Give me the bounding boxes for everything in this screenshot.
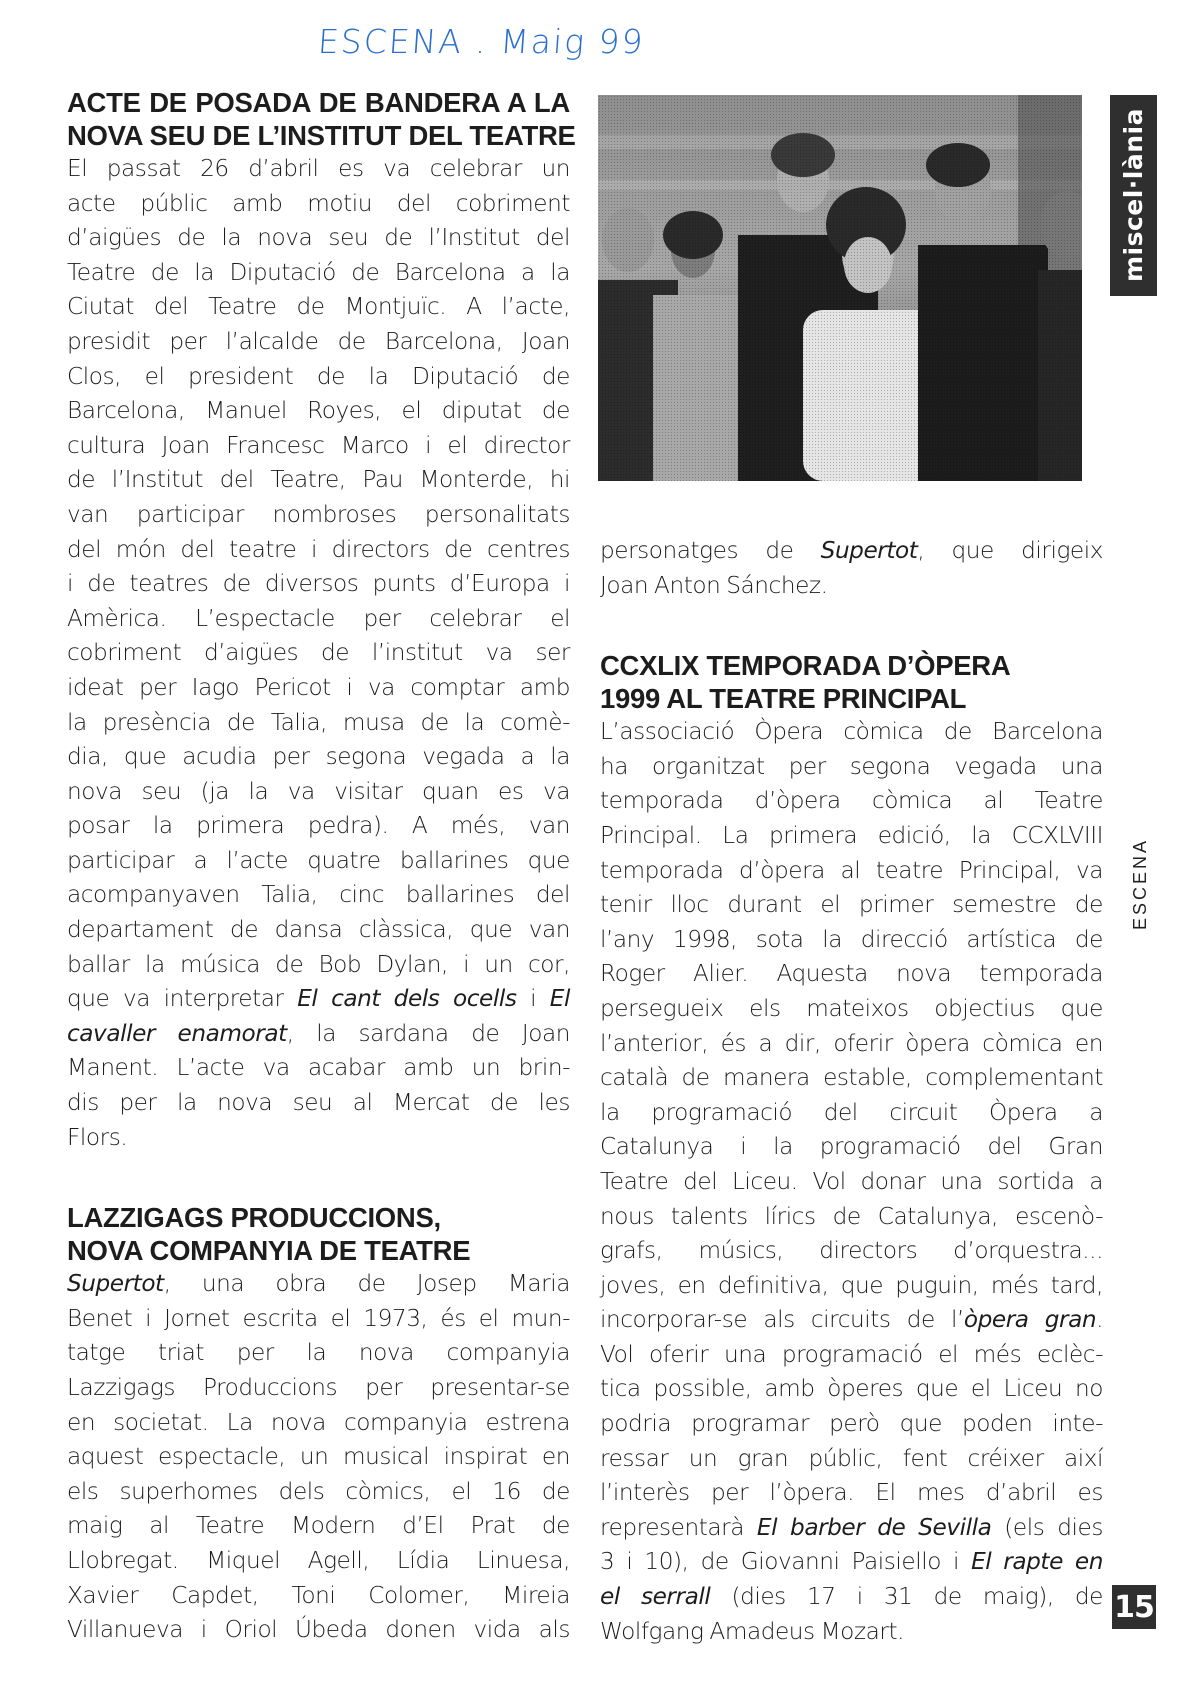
text-line: posar la primera pedra). A més, van — [67, 812, 570, 840]
text: , que dirigeix — [917, 537, 1103, 564]
heading-line: NOVA COMPANYIA DE TEATRE — [67, 1235, 471, 1267]
work-title: cavaller enamorat — [67, 1019, 287, 1047]
work-title: Supertot — [820, 537, 918, 564]
left-column — [67, 86, 576, 1648]
text-line: ballar la música de Bob Dylan, i un cor, — [67, 950, 570, 978]
text-line: Manent. L’acte va acabar amb un brin- — [67, 1054, 570, 1082]
text-line: persegueix els mateixos objectius que — [600, 994, 1103, 1022]
text-line: català de manera estable, complementant — [600, 1064, 1103, 1092]
section-tab-label: miscel·lània — [1119, 108, 1148, 283]
heading-line: NOVA SEU DE L’INSTITUT DEL TEATRE — [67, 120, 576, 151]
photo-image — [598, 95, 1082, 481]
text-line: l’anterior, és a dir, oferir òpera còmica en — [600, 1029, 1103, 1057]
heading-line: ACTE DE POSADA DE BANDERA A LA — [67, 87, 570, 118]
text-line: la presència de Talia, musa de la comè- — [67, 708, 570, 736]
text-line: acte públic amb motiu del cobriment — [67, 189, 570, 217]
work-title: Supertot — [67, 1270, 164, 1298]
text-line: aquest espectacle, un musical inspirat en — [67, 1443, 570, 1471]
heading-line: 1999 AL TEATRE PRINCIPAL — [600, 683, 967, 715]
text-line: tica possible, amb òperes que el Liceu no — [600, 1375, 1103, 1403]
text-line: Lazzigags Produccions per presentar-se — [67, 1374, 570, 1401]
text-line — [67, 1017, 570, 1052]
text-line: l’interès per l’òpera. El mes d’abril es — [600, 1479, 1103, 1507]
text-line: podria programar però que poden inte- — [600, 1410, 1103, 1438]
text-line: en societat. La nova companyia estrena — [67, 1408, 570, 1436]
text-line: els superhomes dels còmics, el 16 de — [67, 1477, 570, 1505]
text: . — [1096, 1306, 1103, 1334]
text: i — [516, 985, 550, 1013]
text: representarà — [600, 1513, 757, 1541]
cast-photo — [598, 95, 1082, 481]
text-line: joves, en definitiva, que puguin, més tard, — [600, 1271, 1103, 1299]
text-line: Catalunya i la programació del Gran — [600, 1133, 1103, 1161]
text-line: Ciutat del Teatre de Montjuïc. A l’acte, — [67, 293, 570, 321]
text-line: l’any 1998, sota la direcció artística de — [600, 925, 1103, 953]
text-line: ha organitzat per segona vegada una — [600, 752, 1103, 780]
text-line: d’aigües de la nova seu de l’Institut del — [67, 224, 570, 252]
article-2-continued — [600, 534, 1103, 603]
text-line: presidit per l’alcalde de Barcelona, Joan — [67, 327, 570, 355]
handwritten-note: ESCENA . Maig 99 — [316, 22, 646, 61]
text-line: Barcelona, Manuel Royes, el diputat de — [67, 397, 570, 425]
work-title: El rapte en — [971, 1548, 1103, 1576]
text-line — [600, 1580, 1103, 1615]
text: que va interpretar — [67, 985, 298, 1013]
text-line — [600, 534, 1103, 569]
text-line: del món del teatre i directors de centres — [67, 535, 570, 563]
text-line: ideat per Iago Pericot i va comptar amb — [67, 673, 570, 701]
text-line: acompanyaven Talia, cinc ballarines del — [67, 881, 570, 909]
text-line: L’associació Òpera còmica de Barcelona — [600, 718, 1103, 746]
magazine-side-label: ESCENA — [1130, 838, 1150, 931]
text-line: Benet i Jornet escrita el 1973, és el mun- — [67, 1304, 570, 1332]
text: personatges de — [600, 537, 821, 564]
emphasis: òpera gran — [963, 1306, 1097, 1334]
text-line: Teatre de la Diputació de Barcelona a la — [67, 258, 570, 286]
text: (els dies — [991, 1513, 1103, 1541]
text-line: dis per la nova seu al Mercat de les — [67, 1089, 570, 1117]
article-2-body — [67, 1267, 570, 1648]
spacer — [600, 603, 1103, 649]
text-line: Flors. — [67, 1123, 128, 1151]
right-column — [600, 534, 1103, 1649]
text-line: tatge triat per la nova companyia — [67, 1339, 570, 1367]
text-line: i de teatres de diversos punts d’Europa i — [67, 570, 570, 598]
text-line: grafs, músics, directors d’orquestra... — [600, 1237, 1103, 1265]
text: (dies 17 i 31 de maig), de — [710, 1583, 1103, 1611]
text-line: Principal. La primera edició, la CCXLVIII — [600, 821, 1103, 849]
work-title: El — [549, 985, 570, 1013]
text-line: Llobregat. Miquel Agell, Lídia Linuesa, — [67, 1546, 570, 1574]
text: , la sardana de Joan — [286, 1019, 571, 1047]
section-tab — [1110, 95, 1157, 296]
text-line: Roger Alier. Aquesta nova temporada — [600, 960, 1103, 988]
text-line: maig al Teatre Modern d’El Prat de — [67, 1512, 570, 1540]
text-line: la programació del circuit Òpera a — [600, 1098, 1103, 1126]
text-line — [67, 982, 570, 1017]
text: 3 i 10), de Giovanni Paisiello i — [600, 1548, 972, 1576]
text-line: Wolfgang Amadeus Mozart. — [600, 1617, 905, 1645]
text: , una obra de Josep Maria — [163, 1270, 570, 1298]
text-line: dia, que acudia per segona vegada a la — [67, 743, 570, 771]
text-line: cobriment d’aigües de l’institut va ser — [67, 639, 570, 667]
article-3-heading — [600, 649, 1103, 715]
text-line: Clos, el president de la Diputació de — [67, 362, 570, 390]
text-line: Xavier Capdet, Toni Colomer, Mireia — [67, 1581, 570, 1609]
text-line — [600, 1303, 1103, 1338]
article-2-heading — [67, 1201, 570, 1267]
heading-line: LAZZIGAGS PRODUCCIONS, — [67, 1202, 441, 1234]
text-line: Vol oferir una programació el més eclèc- — [600, 1340, 1103, 1368]
article-3-body — [600, 715, 1103, 1649]
text-line: cultura Joan Francesc Marco i el director — [67, 431, 570, 459]
text-line: de l’Institut del Teatre, Pau Monterde, hi — [67, 466, 570, 494]
text-line: van participar nombroses personalitats — [67, 500, 570, 528]
text-line: El passat 26 d’abril es va celebrar un — [67, 155, 570, 182]
text-line: Teatre del Liceu. Vol donar una sortida a — [600, 1167, 1103, 1195]
text-line: nous talents lírics de Catalunya, escenò- — [600, 1202, 1103, 1230]
article-1-body — [67, 152, 570, 1155]
text: incorporar-se als circuits de l’ — [600, 1306, 964, 1334]
work-title: El cant dels ocells — [297, 985, 517, 1013]
article-1-heading — [67, 86, 576, 152]
page-number: 15 — [1112, 1585, 1156, 1629]
text-line: temporada d’òpera al teatre Principal, va — [600, 856, 1103, 884]
text-line: tenir lloc durant el primer semestre de — [600, 891, 1103, 919]
text-line: Villanueva i Oriol Úbeda donen vida als — [67, 1616, 570, 1644]
spacer — [67, 1155, 570, 1201]
text-line: Joan Anton Sánchez. — [600, 571, 828, 599]
text-line — [600, 1545, 1103, 1580]
text-line: temporada d’òpera còmica al Teatre — [600, 787, 1103, 815]
work-title: El barber de Sevilla — [756, 1513, 992, 1541]
text-line: nova seu (ja la va visitar quan es va — [67, 777, 570, 805]
text-line: Amèrica. L’espectacle per celebrar el — [67, 604, 570, 632]
text-line — [67, 1267, 570, 1302]
heading-line: CCXLIX TEMPORADA D’ÒPERA — [600, 650, 1011, 682]
text-line: ressar un gran públic, fent créixer així — [600, 1444, 1103, 1472]
work-title: el serrall — [600, 1583, 711, 1611]
text-line — [600, 1511, 1103, 1546]
text-line: departament de dansa clàssica, que van — [67, 916, 570, 944]
text-line: participar a l’acte quatre ballarines que — [67, 846, 570, 874]
